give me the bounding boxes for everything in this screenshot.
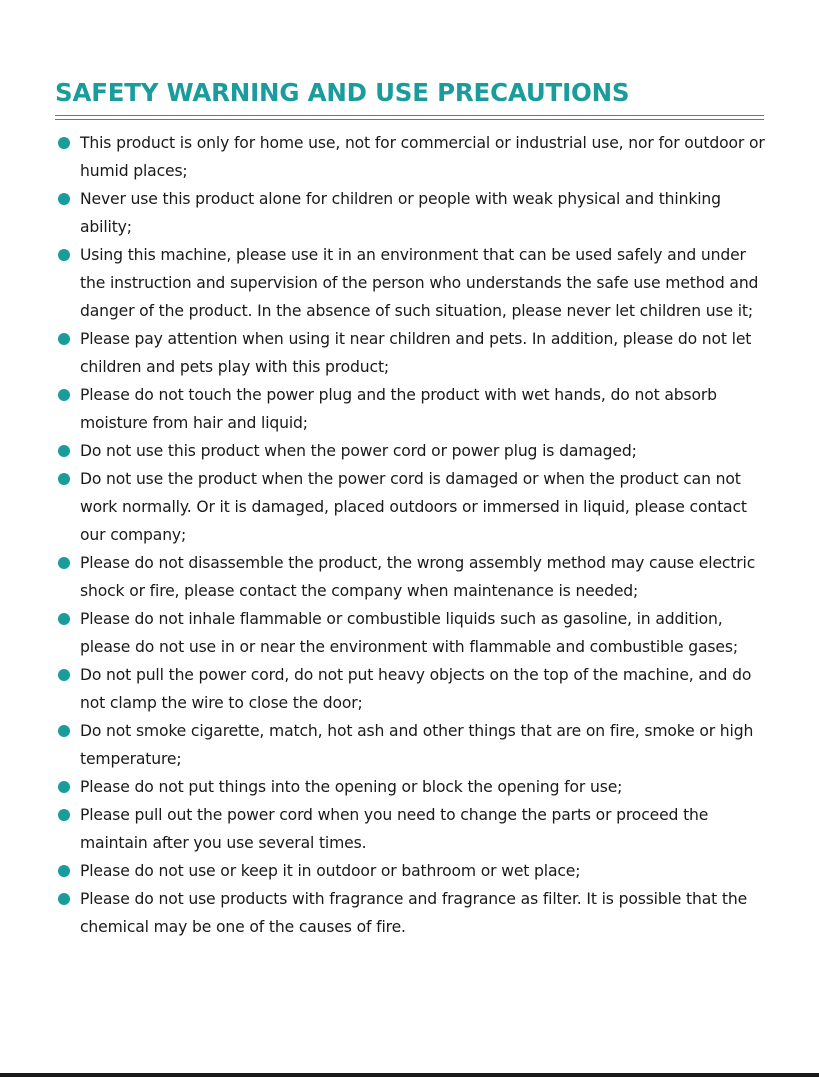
bullet-circle-icon <box>58 137 70 149</box>
bullet-circle-icon <box>58 669 70 681</box>
list-item <box>57 465 772 549</box>
bullet-circle-icon <box>58 333 70 345</box>
bullet-circle-icon <box>58 473 70 485</box>
list-item <box>57 325 772 381</box>
bullet-circle-icon <box>58 865 70 877</box>
page-title: SAFETY WARNING AND USE PRECAUTIONS <box>55 78 630 107</box>
list-item <box>57 717 772 773</box>
list-item-text: Please do not use or keep it in outdoor or bathroom or wet place; <box>80 862 581 880</box>
list-item <box>57 605 772 661</box>
list-item <box>57 801 772 857</box>
list-item-text: This product is only for home use, not for commercial or industrial use, nor for outdoor or humid places; <box>80 134 765 180</box>
list-item <box>57 773 772 801</box>
bullet-circle-icon <box>58 445 70 457</box>
list-item-text: Please do not inhale flammable or combustible liquids such as gasoline, in addition, please do not use in or near the environment with flammable and combustible gases; <box>80 610 738 656</box>
list-item <box>57 661 772 717</box>
bullet-circle-icon <box>58 249 70 261</box>
title-underline-bottom <box>55 119 764 120</box>
list-item <box>57 241 772 325</box>
list-item <box>57 381 772 437</box>
page-bottom-border <box>0 1073 819 1077</box>
list-item-text: Do not pull the power cord, do not put heavy objects on the top of the machine, and do not clamp the wire to close the door; <box>80 666 752 712</box>
list-item-text: Do not use this product when the power cord or power plug is damaged; <box>80 442 637 460</box>
list-item-text: Please do not put things into the opening or block the opening for use; <box>80 778 623 796</box>
bullet-circle-icon <box>58 557 70 569</box>
list-item <box>57 185 772 241</box>
list-item <box>57 857 772 885</box>
list-item <box>57 129 772 185</box>
title-underline-top <box>55 115 764 116</box>
bullet-circle-icon <box>58 725 70 737</box>
bullet-circle-icon <box>58 613 70 625</box>
list-item <box>57 885 772 941</box>
list-item <box>57 437 772 465</box>
bullet-circle-icon <box>58 781 70 793</box>
list-item-text: Please do not use products with fragrance and fragrance as filter. It is possible that the chemical may be one of the causes of fire. <box>80 890 748 936</box>
bullet-circle-icon <box>58 193 70 205</box>
list-item-text: Do not use the product when the power cord is damaged or when the product can not work normally. Or it is damaged, placed outdoors or immersed in liquid, please contact our company; <box>80 470 747 544</box>
list-item <box>57 549 772 605</box>
list-item-text: Please pull out the power cord when you need to change the parts or proceed the maintain after you use several times. <box>80 806 709 852</box>
list-item-text: Please pay attention when using it near children and pets. In addition, please do not let children and pets play with this product; <box>80 330 752 376</box>
bullet-circle-icon <box>58 809 70 821</box>
list-item-text: Please do not touch the power plug and the product with wet hands, do not absorb moisture from hair and liquid; <box>80 386 717 432</box>
bullet-circle-icon <box>58 389 70 401</box>
list-item-text: Using this machine, please use it in an environment that can be used safely and under the instruction and supervision of the person who understands the safe use method and danger of the product. In the absence of such situation, please never let children use it; <box>80 246 759 320</box>
list-item-text: Do not smoke cigarette, match, hot ash and other things that are on fire, smoke or high temperature; <box>80 722 754 768</box>
precautions-list <box>57 129 772 941</box>
bullet-circle-icon <box>58 893 70 905</box>
list-item-text: Never use this product alone for children or people with weak physical and thinking ability; <box>80 190 721 236</box>
list-item-text: Please do not disassemble the product, the wrong assembly method may cause electric shock or fire, please contact the company when maintenance is needed; <box>80 554 756 600</box>
